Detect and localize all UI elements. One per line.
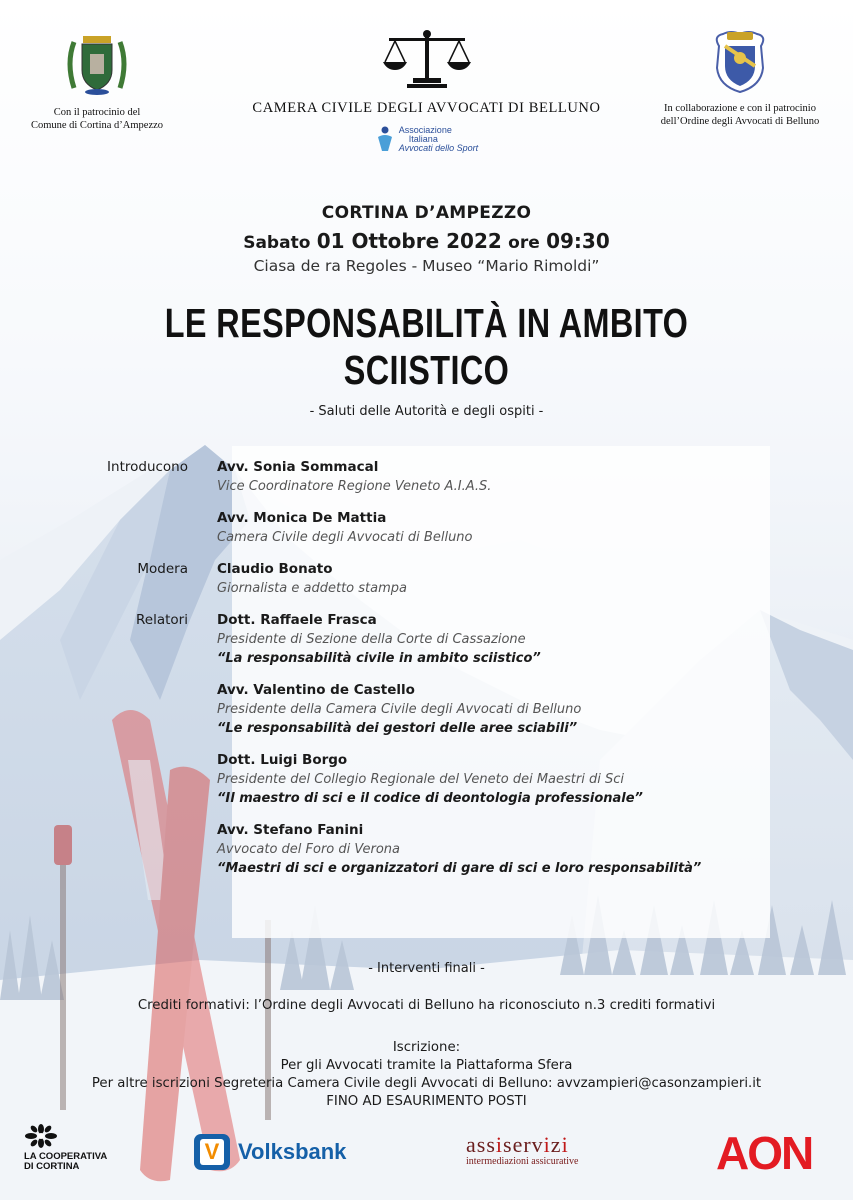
assiservizi-part-i: i bbox=[495, 1132, 504, 1157]
enrollment-info bbox=[0, 1039, 853, 1111]
assiservizi-part-d: z bbox=[550, 1132, 562, 1157]
ordine-patronage bbox=[625, 28, 853, 128]
speaker-name: Claudio Bonato bbox=[217, 561, 333, 577]
aias-logo bbox=[213, 125, 640, 153]
volksbank-wordmark: Volksbank bbox=[238, 1139, 347, 1164]
speaker-role: Vice Coordinatore Regione Veneto A.I.A.S. bbox=[217, 479, 492, 494]
assiservizi-logo bbox=[466, 1134, 578, 1167]
scales-of-justice-icon bbox=[379, 28, 475, 90]
greetings-note: - Saluti delle Autorità e degli ospiti - bbox=[309, 404, 544, 419]
program-list bbox=[0, 458, 853, 891]
credits-note: Crediti formativi: l’Ordine degli Avvocati di Belluno ha riconosciuto n.3 crediti formativi bbox=[137, 998, 716, 1013]
coop-line1: LA COOPERATIVA bbox=[24, 1151, 108, 1162]
speaker-topic: “Maestri di sci e organizzatori di gare di sci e loro responsabilità” bbox=[217, 861, 702, 876]
speaker-role: Giornalista e addetto stampa bbox=[217, 581, 407, 596]
program-label-relatori: Relatori bbox=[136, 612, 188, 628]
assiservizi-part-b: serv bbox=[503, 1132, 544, 1157]
event-heading bbox=[0, 203, 853, 275]
speaker-role: Avvocato del Foro di Verona bbox=[217, 842, 401, 857]
program-label-introducono: Introducono bbox=[107, 459, 188, 475]
enroll-title: Iscrizione: bbox=[392, 1040, 461, 1055]
program-row bbox=[0, 751, 853, 808]
speaker-name: Avv. Stefano Fanini bbox=[217, 822, 364, 838]
edelweiss-icon bbox=[24, 1124, 58, 1148]
program-row bbox=[0, 611, 853, 668]
coop-line2: DI CORTINA bbox=[24, 1161, 80, 1172]
program-row bbox=[0, 681, 853, 738]
final-interventions-note: - Interventi finali - bbox=[368, 961, 485, 976]
organizer-header bbox=[213, 28, 640, 153]
enroll-line1: Per gli Avvocati tramite la Piattaforma Sfera bbox=[280, 1058, 573, 1073]
event-venue: Ciasa de ra Regoles - Museo “Mario Rimoldi” bbox=[253, 257, 600, 275]
enroll-line3: FINO AD ESAURIMENTO POSTI bbox=[326, 1094, 527, 1109]
aias-figure-icon bbox=[375, 125, 395, 153]
speaker-name: Dott. Raffaele Frasca bbox=[217, 612, 377, 628]
event-ore: ore bbox=[508, 233, 540, 253]
event-day: Sabato bbox=[243, 233, 311, 253]
speaker-role: Camera Civile degli Avvocati di Belluno bbox=[217, 530, 473, 545]
assiservizi-part-a: ass bbox=[466, 1132, 496, 1157]
program-label-modera: Modera bbox=[137, 561, 188, 577]
right-caption-line1: In collaborazione e con il patrocinio bbox=[664, 103, 816, 114]
assiservizi-part-c: i bbox=[543, 1132, 551, 1157]
assiservizi-wordmark bbox=[466, 1134, 578, 1156]
cortina-crest-icon bbox=[66, 28, 128, 98]
left-caption-line2: Comune di Cortina d’Ampezzo bbox=[30, 120, 164, 131]
event-time: 09:30 bbox=[546, 229, 610, 253]
cooperativa-logo bbox=[24, 1124, 107, 1172]
speaker-topic: “La responsabilità civile in ambito sciistico” bbox=[217, 651, 541, 666]
aias-line2: Italiana bbox=[408, 133, 438, 144]
speaker-role: Presidente della Camera Civile degli Avvocati di Belluno bbox=[217, 702, 582, 717]
enroll-line2: Per altre iscrizioni Segreteria Camera Civile degli Avvocati di Belluno: avvzampieri@casonzampieri.it bbox=[91, 1076, 762, 1091]
speaker-name: Avv. Valentino de Castello bbox=[217, 682, 415, 698]
volksbank-mark-letter: V bbox=[200, 1139, 224, 1165]
assiservizi-subtitle: intermediazioni assicurative bbox=[466, 1156, 579, 1167]
right-caption-line2: dell’Ordine degli Avvocati di Belluno bbox=[660, 116, 820, 127]
speaker-role: Presidente di Sezione della Corte di Cassazione bbox=[217, 632, 526, 647]
program-row bbox=[0, 821, 853, 878]
volksbank-mark-icon bbox=[194, 1134, 230, 1170]
assiservizi-part-e: i bbox=[561, 1132, 569, 1157]
aon-logo: AON bbox=[716, 1127, 813, 1179]
program-row bbox=[0, 458, 853, 496]
volksbank-logo bbox=[194, 1134, 346, 1170]
speaker-topic: “Il maestro di sci e il codice di deontologia professionale” bbox=[217, 791, 643, 806]
event-title: LE RESPONSABILITÀ IN AMBITO SCIISTICO bbox=[164, 300, 689, 393]
event-city: CORTINA D’AMPEZZO bbox=[321, 203, 532, 223]
left-caption-line1: Con il patrocinio del bbox=[53, 107, 141, 118]
cortina-patronage bbox=[0, 28, 212, 132]
speaker-name: Avv. Sonia Sommacal bbox=[217, 459, 379, 475]
event-date: 01 Ottobre 2022 bbox=[316, 229, 502, 253]
aias-line1: Associazione bbox=[398, 124, 452, 135]
speaker-topic: “Le responsabilità dei gestori delle aree sciabili” bbox=[217, 721, 578, 736]
program-row bbox=[0, 509, 853, 547]
event-date-line bbox=[0, 229, 853, 253]
organizer-title: CAMERA CIVILE DEGLI AVVOCATI DI BELLUNO bbox=[252, 100, 601, 116]
aias-line3: Avvocati dello Sport bbox=[398, 142, 479, 153]
speaker-name: Avv. Monica De Mattia bbox=[217, 510, 387, 526]
speaker-name: Dott. Luigi Borgo bbox=[217, 752, 348, 768]
speaker-role: Presidente del Collegio Regionale del Veneto dei Maestri di Sci bbox=[217, 772, 624, 787]
ordine-crest-icon bbox=[711, 28, 769, 94]
program-row bbox=[0, 560, 853, 598]
